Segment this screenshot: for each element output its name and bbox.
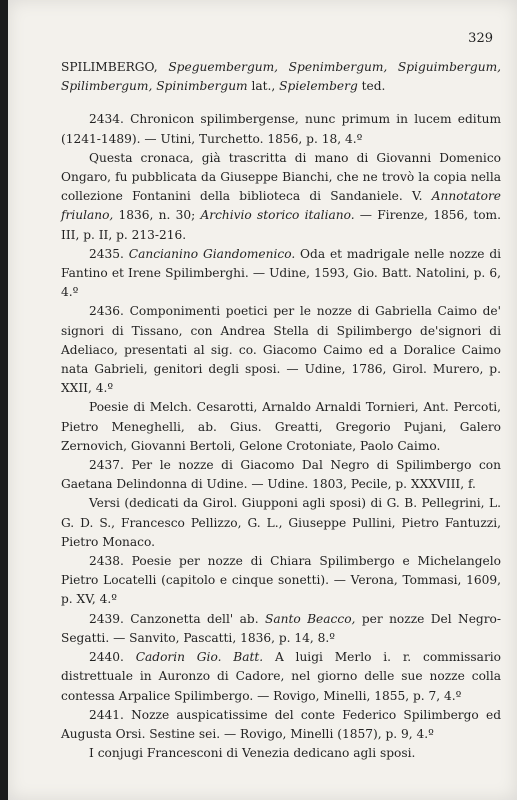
note-text-2: 1836, n. 30; xyxy=(113,208,201,223)
page-number: 329 xyxy=(468,31,493,46)
note-ital-1: Annotatore friulano, xyxy=(61,189,501,223)
note-text-3: — Firenze, 1856, tom. III, p. II, p. 213-216. xyxy=(61,208,501,242)
heading-lat: lat., xyxy=(247,79,280,94)
note-text-1: Questa cronaca, già trascritta di mano di Giovanni Domenico Ongaro, fu pubblicata da Giuseppe Bianchi, che ne trovò la copia nella collezione Fontanini della biblioteca di Sandaniele. V. xyxy=(61,150,501,204)
book-page xyxy=(8,0,517,800)
entry-2436-note: Poesie di Melch. Cesarotti, Arnaldo Arnaldi Tornieri, Ant. Percoti, Pietro Meneghelli, ab. Gius. Greatti, Gregorio Pujani, Galero Zernovich, Giovanni Bertoli, Gelone Crotoniate, Paolo Caimo. xyxy=(61,400,501,453)
entry-2436: 2436. Componimenti poetici per le nozze di Gabriella Caimo de' signori di Tissano, con Andrea Stella di Spilimbergo de'signori di Adeliaco, presentati al sig. co. Giacomo Caimo ed a Doralice Caimo nata Gabrieli, genitori degli sposi. — Udine, 1786, Girol. Murero, p. XXII, 4.º xyxy=(61,304,501,396)
note-ital-2: Archivio storico italiano. xyxy=(200,208,355,223)
entry-author: Cancianino Giandomenico. xyxy=(128,246,296,261)
entry-2439 xyxy=(61,610,501,648)
entry-number: 2440. xyxy=(89,650,136,665)
entry-text: 2439. Canzonetta dell' ab. xyxy=(89,611,265,626)
entry-text-rest: per nozze Del Negro-Segatti. — Sanvito, Pascatti, 1836, p. 14, 8.º xyxy=(61,611,501,645)
entry-text: A luigi Merlo i. r. commissario distrettuale in Auronzo di Cadore, nel giorno delle sue nozze colla contessa Arpalice Spilimbergo. — Rovigo, Minelli, 1855, p. 7, 4.º xyxy=(61,650,501,703)
entry-2435 xyxy=(61,245,501,303)
entry-text: Oda et madrigale nelle nozze di Fantino et Irene Spilimberghi. — Udine, 1593, Gio. Batt. Natolini, p. 6, 4.º xyxy=(61,246,502,300)
entry-2434: 2434. Chronicon spilimbergense, nunc primum in lucem editum (1241-1489). — Utini, Turchetto. 1856, p. 18, 4.º xyxy=(61,112,501,146)
entry-2438: 2438. Poesie per nozze di Chiara Spilimbergo e Michelangelo Pietro Locatelli (capitolo e cinque sonetti). — Verona, Tommasi, 1609, p. XV, 4.º xyxy=(61,554,501,607)
section-heading xyxy=(61,58,501,96)
entry-2434-note xyxy=(61,149,501,245)
heading-ted: ted. xyxy=(357,79,386,94)
entry-number: 2435. xyxy=(89,246,129,261)
entry-2437-note: Versi (dedicati da Girol. Giupponi agli sposi) di G. B. Pellegrini, L. G. D. S., Francesco Pellizzo, G. L., Giuseppe Pullini, Pietro Fantuzzi, Pietro Monaco. xyxy=(61,496,501,549)
entry-author: Santo Beacco, xyxy=(264,611,356,626)
page-text xyxy=(61,58,501,763)
entry-2437: 2437. Per le nozze di Giacomo Dal Negro di Spilimbergo con Gaetana Delindonna di Udine. — Udine. 1803, Pecile, p. XXXVIII, f. xyxy=(61,458,501,492)
heading-latin-forms: Speguembergum, Spenimbergum, Spiguimbergum, Spilimbergum, Spinimbergum xyxy=(61,60,501,94)
entry-2440 xyxy=(61,648,501,706)
entry-author: Cadorin Gio. Batt. xyxy=(135,650,264,665)
entry-2441: 2441. Nozze auspicatissime del conte Federico Spilimbergo ed Augusta Orsi. Sestine sei. — Rovigo, Minelli (1857), p. 9, 4.º xyxy=(61,707,501,741)
heading-place: SPILIMBERGO, xyxy=(61,60,158,74)
heading-german-form: Spielemberg xyxy=(279,79,358,94)
entry-2441-note: I conjugi Francesconi di Venezia dedicano agli sposi. xyxy=(89,746,416,761)
